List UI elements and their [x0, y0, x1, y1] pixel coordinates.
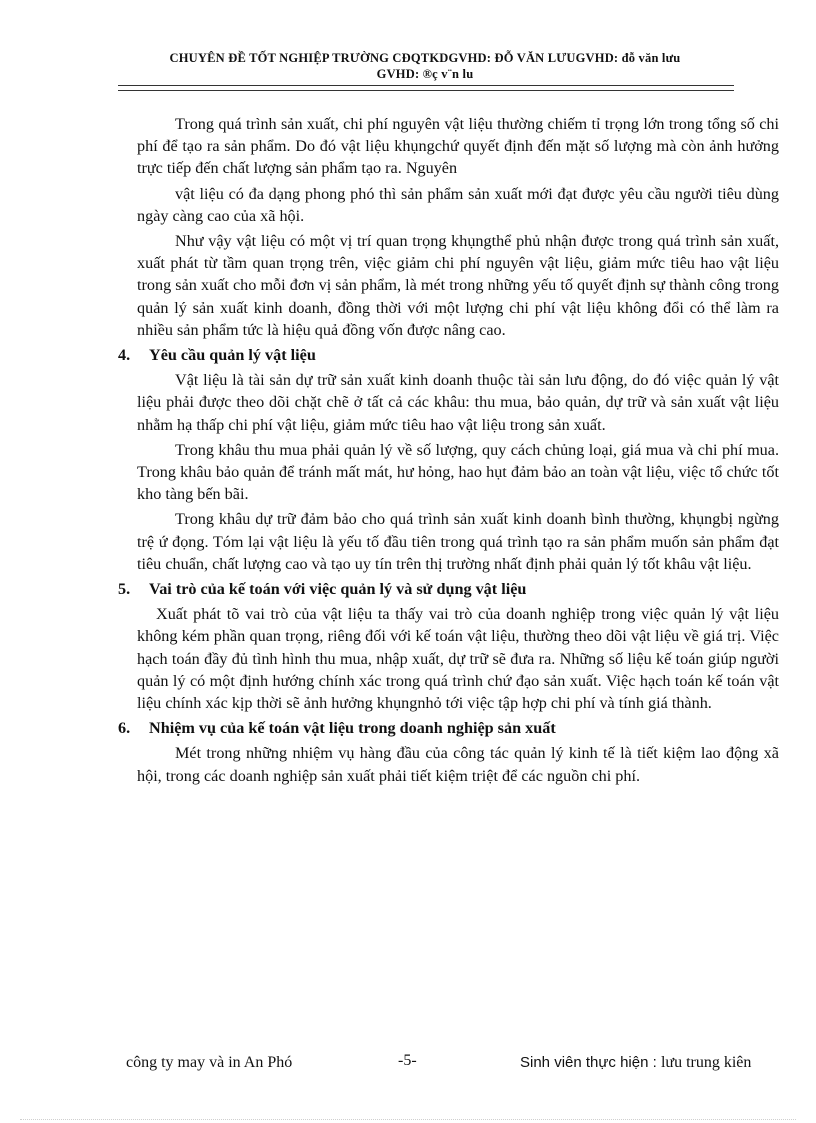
footer-student-name: lưu trung kiên — [660, 1054, 752, 1071]
page-bottom-border — [20, 1119, 796, 1120]
section-heading-5 — [118, 578, 779, 600]
page-footer — [0, 1054, 816, 1078]
paragraph: Trong khâu thu mua phải quản lý về số lượng, quy cách chủng loại, giá mua và chi phí mua. Trong khâu bảo quản để tránh mất mát, hư hỏng, hao hụt đảm bảo an toàn vật liệu, việc tổ chức tốt kho tàng bến bãi. — [137, 440, 779, 504]
footer-student-label: Sinh viên thực hiện : — [520, 1054, 657, 1071]
header-title: CHUYÊN ĐỀ TỐT NGHIỆP TRƯỜNG CĐQTKDGVHD: ĐỖ VĂN LƯUGVHD: đỗ văn lưu — [169, 51, 681, 65]
paragraph: Xuất phát tõ vai trò của vật liệu ta thấy vai trò của doanh nghiệp trong việc quản lý vật liệu không kém phần quan trọng, riêng đối với kế toán vật liệu, thường theo dõi vật liệu về giá trị. Việc hạch toán đầy đủ tình hình thu mua, nhập xuất, dự trữ sẽ đưa ra. Những số liệu kế toán giúp người quản lý có một định hướng chính xác trong quá trình chứ đạo sản xuất. Việc hạch toán kế toán vật liệu chính xác kịp thời sẽ ảnh hưởng khụngnhỏ tới việc tập hợp chi phí và tính giá thành. — [137, 605, 779, 713]
paragraph: Trong quá trình sản xuất, chi phí nguyên vật liệu thường chiếm tỉ trọng lớn trong tổng số chi phí để tạo ra sản phẩm. Do đó vật liệu khụngchứ quyết định đến mặt số lượng mà còn ảnh hưởng trực tiếp đến chất lượng sản phẩm tạo ra. Nguyên — [137, 115, 779, 178]
page-header — [110, 50, 740, 82]
paragraph: Mét trong những nhiệm vụ hàng đầu của công tác quản lý kinh tế là tiết kiệm lao động xã hội, trong các doanh nghiệp sản xuất phải tiết kiệm triệt để các nguồn chi phí. — [137, 744, 779, 785]
section-heading-6 — [118, 717, 779, 739]
section-number: 4. — [118, 346, 131, 365]
section-number: 5. — [118, 580, 131, 599]
section-title: Vai trò của kế toán với việc quản lý và sử dụng vật liệu — [149, 580, 527, 599]
header-double-rule — [118, 85, 734, 91]
page-number: -5- — [398, 1052, 417, 1069]
section-heading-4 — [118, 344, 779, 366]
paragraph: vật liệu có đa dạng phong phó thì sản phẩm sản xuất mới đạt được yêu cầu người tiêu dùng ngày càng cao của xã hội. — [137, 184, 779, 225]
paragraph: Như vậy vật liệu có một vị trí quan trọng khụngthể phủ nhận được trong quá trình sản xuất, xuất phát từ tầm quan trọng trên, việc giảm chi phí nguyên vật liệu, giảm mức tiêu hao vật liệu trong sản xuất cho mỗi đơn vị sản phẩm, là mét trong những yếu tố quyết định sự thành công trong quản lý sản xuất kinh doanh, đồng thời với một lượng chi phí vật liệu không đổi có thể làm ra nhiều sản phẩm tức là hiệu quả đồng vốn được nâng cao. — [137, 232, 779, 339]
paragraph: Vật liệu là tài sản dự trữ sản xuất kinh doanh thuộc tài sản lưu động, do đó việc quản lý vật liệu phải được theo dõi chặt chẽ ở tất cả các khâu: thu mua, bảo quản, dự trữ và sản xuất vật liệu nhằm hạ thấp chi phí vật liệu, giảm mức tiêu hao vật liệu trong sản xuất. — [137, 371, 779, 434]
footer-student — [520, 1054, 751, 1072]
section-title: Nhiệm vụ của kế toán vật liệu trong doanh nghiệp sản xuất — [149, 719, 556, 738]
document-body — [118, 113, 779, 790]
section-title: Yêu cầu quản lý vật liệu — [149, 346, 316, 365]
footer-company: công ty may và in An Phó — [126, 1054, 293, 1071]
paragraph: Trong khâu dự trữ đảm bảo cho quá trình sản xuất kinh doanh bình thường, khụngbị ngừng trệ ứ đọng. Tóm lại vật liệu là yếu tố đầu tiên trong quá trình tạo ra sản phẩm muốn sản phẩm đạt tiêu chuẩn, chất lượng cao và tạo uy tín trên thị trường nhất định phải quản lý tốt khâu vật liệu. — [137, 510, 779, 573]
section-number: 6. — [118, 719, 131, 738]
header-supervisor: GVHD: ®ç v¨n lu — [376, 67, 474, 81]
